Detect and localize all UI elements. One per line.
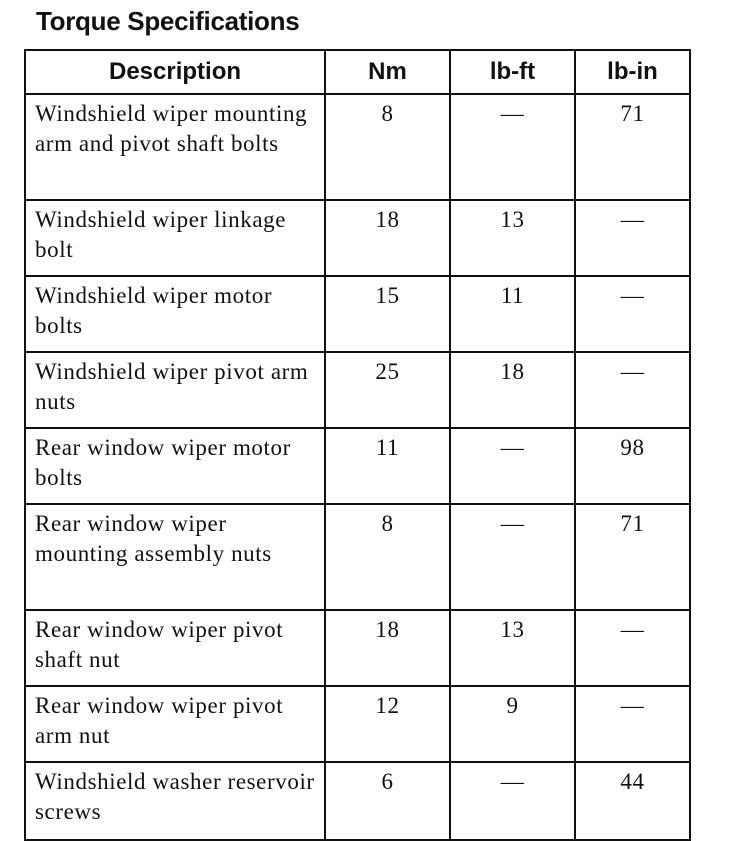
cell-nm: 15 bbox=[325, 276, 450, 352]
table-row bbox=[25, 276, 690, 352]
cell-lbft: 18 bbox=[450, 352, 575, 428]
column-header-description: Description bbox=[25, 50, 325, 94]
table-row bbox=[25, 762, 690, 840]
cell-lbin: 98 bbox=[575, 428, 690, 504]
cell-lbin: 71 bbox=[575, 94, 690, 200]
cell-lbft: — bbox=[450, 504, 575, 610]
table-header-row bbox=[25, 50, 690, 94]
column-header-lbin: lb-in bbox=[575, 50, 690, 94]
cell-description: Windshield wiper motor bolts bbox=[25, 276, 325, 352]
cell-nm: 6 bbox=[325, 762, 450, 840]
cell-lbft: 9 bbox=[450, 686, 575, 762]
table-row bbox=[25, 610, 690, 686]
cell-description: Rear window wiper pivot arm nut bbox=[25, 686, 325, 762]
cell-nm: 8 bbox=[325, 94, 450, 200]
cell-description: Rear window wiper pivot shaft nut bbox=[25, 610, 325, 686]
cell-lbin: — bbox=[575, 610, 690, 686]
cell-lbft: — bbox=[450, 762, 575, 840]
cell-description: Rear window wiper mounting assembly nuts bbox=[25, 504, 325, 610]
cell-description: Windshield wiper pivot arm nuts bbox=[25, 352, 325, 428]
cell-lbin: 44 bbox=[575, 762, 690, 840]
cell-nm: 11 bbox=[325, 428, 450, 504]
cell-description: Rear window wiper motor bolts bbox=[25, 428, 325, 504]
table-row bbox=[25, 686, 690, 762]
cell-nm: 25 bbox=[325, 352, 450, 428]
table-row bbox=[25, 428, 690, 504]
cell-lbft: 13 bbox=[450, 200, 575, 276]
cell-lbin: — bbox=[575, 686, 690, 762]
cell-lbin: — bbox=[575, 200, 690, 276]
cell-lbft: — bbox=[450, 428, 575, 504]
page-title: Torque Specifications bbox=[36, 6, 300, 36]
cell-lbin: — bbox=[575, 352, 690, 428]
cell-nm: 18 bbox=[325, 200, 450, 276]
table-row bbox=[25, 352, 690, 428]
column-header-lbft: lb-ft bbox=[450, 50, 575, 94]
table-row bbox=[25, 200, 690, 276]
cell-description: Windshield washer reservoir screws bbox=[25, 762, 325, 840]
table-row bbox=[25, 94, 690, 200]
cell-lbin: — bbox=[575, 276, 690, 352]
cell-nm: 18 bbox=[325, 610, 450, 686]
cell-nm: 12 bbox=[325, 686, 450, 762]
table-row bbox=[25, 504, 690, 610]
cell-lbft: 13 bbox=[450, 610, 575, 686]
cell-lbft: 11 bbox=[450, 276, 575, 352]
cell-nm: 8 bbox=[325, 504, 450, 610]
torque-specifications-table bbox=[24, 49, 691, 841]
cell-description: Windshield wiper linkage bolt bbox=[25, 200, 325, 276]
cell-lbin: 71 bbox=[575, 504, 690, 610]
column-header-nm: Nm bbox=[325, 50, 450, 94]
cell-lbft: — bbox=[450, 94, 575, 200]
cell-description: Windshield wiper mounting arm and pivot shaft bolts bbox=[25, 94, 325, 200]
